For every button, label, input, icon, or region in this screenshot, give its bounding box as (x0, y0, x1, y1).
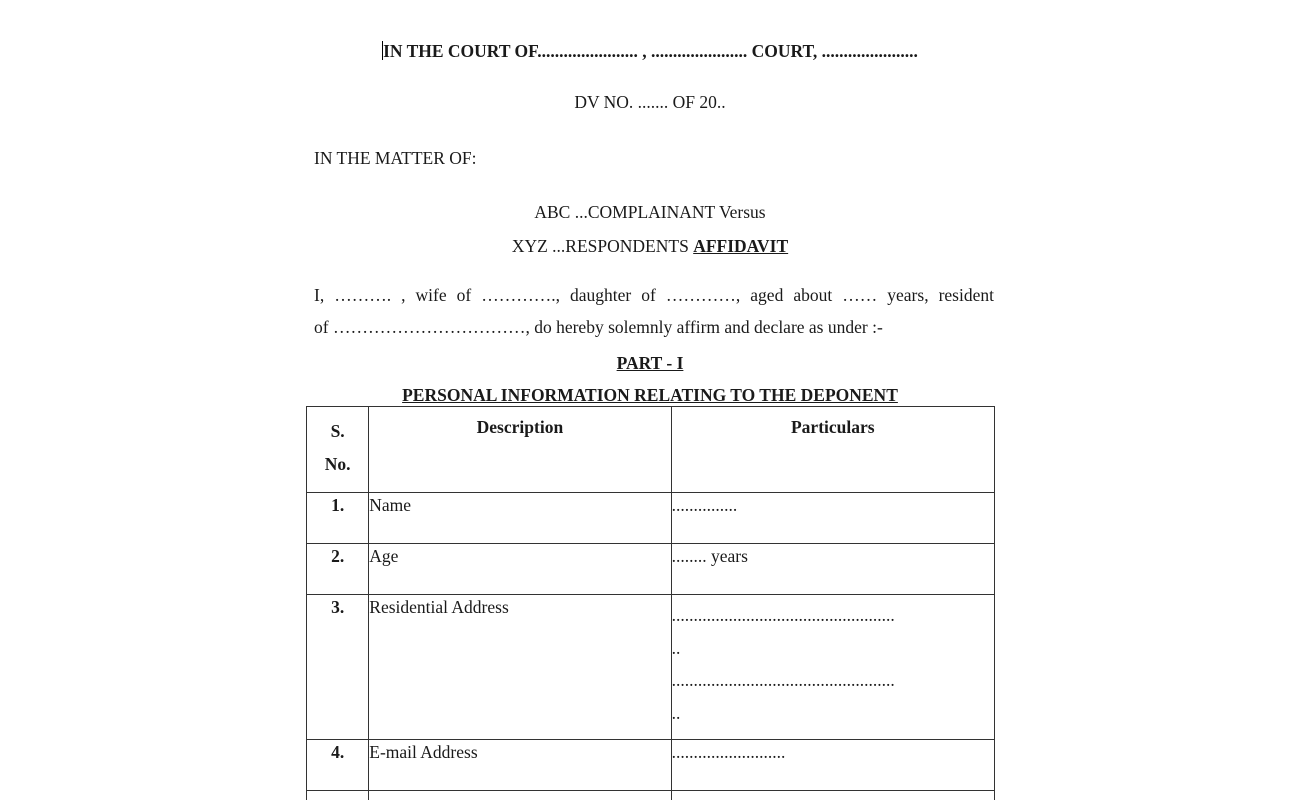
row-description-empty (369, 791, 671, 800)
respondents-line (0, 236, 1300, 257)
section-title: PERSONAL INFORMATION RELATING TO THE DEPONENT (402, 385, 898, 405)
particulars-line: .. (671, 703, 681, 723)
row-particulars[interactable] (671, 595, 994, 740)
part-title: PART - I (616, 353, 684, 373)
header-sno (307, 407, 369, 493)
particulars-line: ........ years (671, 546, 748, 566)
row-description: Age (369, 544, 671, 595)
in-the-matter-of: IN THE MATTER OF: (314, 148, 477, 168)
declaration-line-1: I, ………. , wife of …………., daughter of …………, aged about …… years, resident (314, 285, 994, 305)
affidavit-title: AFFIDAVIT (693, 236, 789, 256)
case-number: DV NO. ....... OF 20.. (574, 92, 726, 112)
row-particulars[interactable] (671, 544, 994, 595)
row-sno-empty (307, 791, 369, 800)
table-header-row (307, 407, 995, 493)
particulars-line: .. (671, 638, 681, 658)
respondents-text: XYZ ...RESPONDENTS (511, 236, 694, 256)
row-sno: 3. (307, 595, 369, 740)
header-sno-line1: S. (330, 421, 345, 441)
row-particulars[interactable] (671, 740, 994, 791)
declaration-line-2: of ……………………………, do hereby solemnly affirm and declare as under :- (314, 317, 883, 337)
row-sno: 1. (307, 493, 369, 544)
row-description: E-mail Address (369, 740, 671, 791)
row-description: Residential Address (369, 595, 671, 740)
table-row (307, 740, 995, 791)
row-particulars-empty[interactable] (671, 791, 994, 800)
header-description: Description (369, 407, 671, 493)
row-description: Name (369, 493, 671, 544)
complainant-line: ABC ...COMPLAINANT Versus (534, 202, 766, 222)
court-heading (0, 41, 1300, 62)
court-heading-text: IN THE COURT OF....................... , ...................... COURT, ...................... (383, 41, 918, 61)
table-row-partial (307, 791, 995, 800)
row-particulars[interactable] (671, 493, 994, 544)
particulars-line: ................................................... (671, 670, 895, 690)
particulars-line: ............... (671, 495, 738, 515)
declaration-paragraph (314, 279, 994, 343)
row-sno: 2. (307, 544, 369, 595)
table-row (307, 544, 995, 595)
particulars-line: .......................... (671, 742, 786, 762)
table-row (307, 493, 995, 544)
table-row (307, 595, 995, 740)
header-particulars: Particulars (671, 407, 994, 493)
header-sno-line2: No. (324, 454, 351, 474)
particulars-line: ................................................... (671, 605, 895, 625)
row-sno: 4. (307, 740, 369, 791)
personal-info-table (306, 406, 995, 800)
